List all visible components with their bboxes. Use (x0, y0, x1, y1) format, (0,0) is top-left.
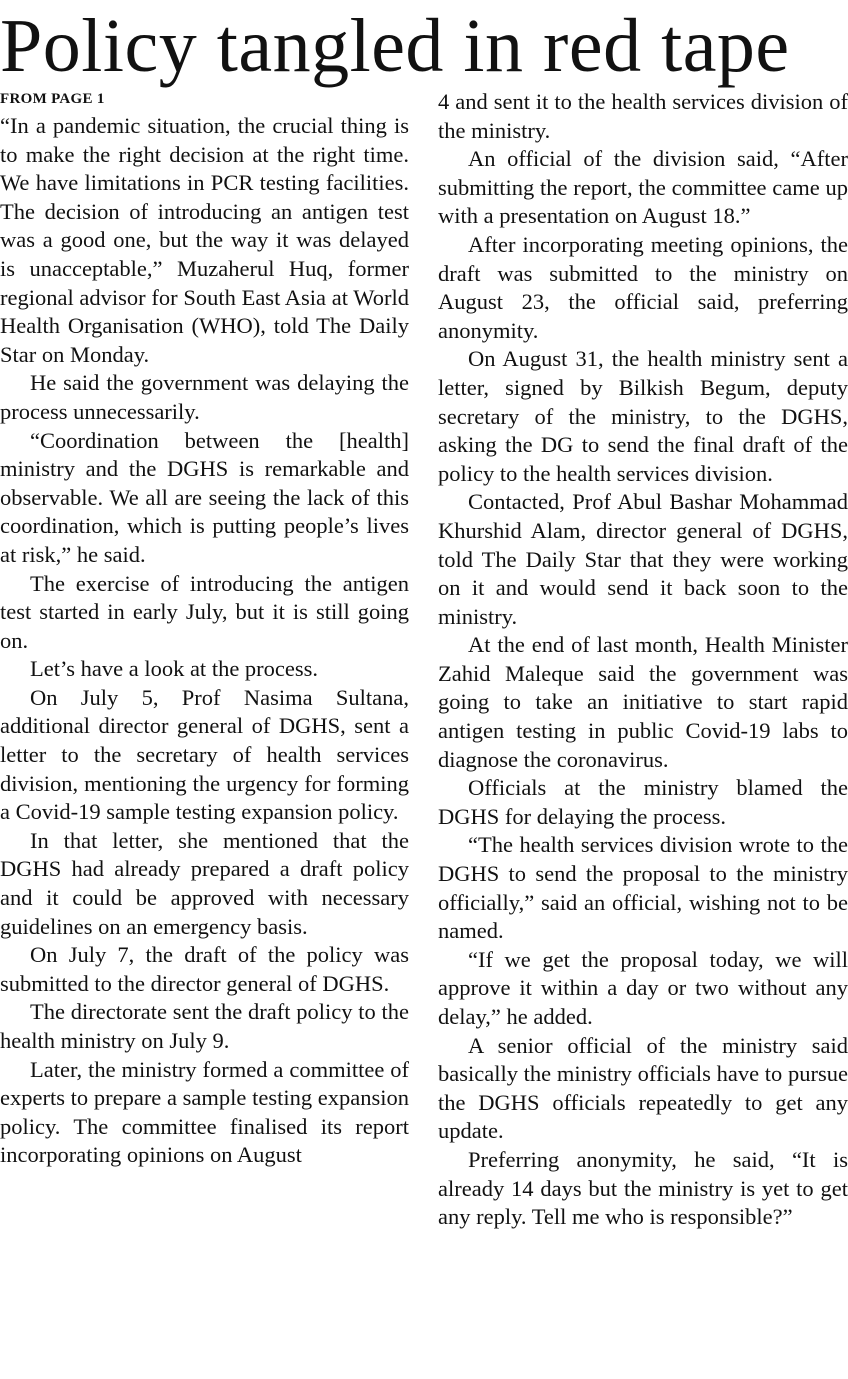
paragraph: Preferring anonymity, he said, “It is already 14 days but the ministry is yet to get any reply. Tell me who is responsible?” (438, 1146, 848, 1230)
paragraph: “Coordination between the [health] ministry and the DGHS is remarkable and observable. We all are seeing the lack of this coordination, which is putting people’s lives at risk,” he said. (0, 427, 409, 567)
paragraph: In that letter, she mentioned that the DGHS had already prepared a draft policy and it could be approved with necessary guidelines on an emergency basis. (0, 827, 409, 939)
left-column (0, 112, 409, 1170)
headline: Policy tangled in red tape (0, 4, 790, 88)
paragraph: After incorporating meeting opinions, the draft was submitted to the ministry on August 23, the official said, preferring anonymity. (438, 231, 848, 343)
paragraph: The exercise of introducing the antigen test started in early July, but it is still going on. (0, 570, 409, 653)
paragraph: On August 31, the health ministry sent a letter, signed by Bilkish Begum, deputy secretary of the ministry, to the DGHS, asking the DG to send the final draft of the policy to the health services division. (438, 346, 848, 486)
paragraph: Later, the ministry formed a committee of experts to prepare a sample testing expansion policy. The committee finalised its report incorporating opinions on August (0, 1056, 409, 1168)
paragraph: On July 5, Prof Nasima Sultana, additional director general of DGHS, sent a letter to the secretary of health services division, mentioning the urgency for forming a Covid-19 sample testing expansion policy. (0, 684, 409, 825)
paragraph: The directorate sent the draft policy to the health ministry on July 9. (0, 999, 409, 1053)
paragraph: On July 7, the draft of the policy was submitted to the director general of DGHS. (0, 942, 409, 996)
paragraph: Officials at the ministry blamed the DGHS for delaying the process. (438, 775, 848, 829)
paragraph: 4 and sent it to the health services division of the ministry. (438, 89, 848, 143)
paragraph: “The health services division wrote to the DGHS to send the proposal to the ministry officially,” said an official, wishing not to be named. (438, 832, 848, 944)
paragraph: Let’s have a look at the process. (30, 656, 319, 682)
paragraph: An official of the division said, “After submitting the report, the committee came up with a presentation on August 18.” (438, 146, 848, 229)
paragraph: “In a pandemic situation, the crucial thing is to make the right decision at the right time. We have limitations in PCR testing facilities. The decision of introducing an antigen test was a good one, but the way it was delayed is unacceptable,” Muzaherul Huq, former regional advisor for South East Asia at World Health Organisation (WHO), told The Daily Star on Monday. (0, 113, 409, 367)
paragraph: At the end of last month, Health Minister Zahid Maleque said the government was going to take an initiative to start rapid antigen testing in public Covid-19 labs to diagnose the coronavirus. (438, 632, 848, 772)
jump-line: FROM PAGE 1 (0, 91, 105, 107)
paragraph: “If we get the proposal today, we will approve it within a day or two without any delay,” he added. (438, 946, 848, 1029)
right-column (438, 88, 848, 1232)
paragraph: He said the government was delaying the process unnecessarily. (0, 370, 409, 424)
paragraph: Contacted, Prof Abul Bashar Mohammad Khurshid Alam, director general of DGHS, told The Daily Star that they were working on it and would send it back soon to the ministry. (438, 489, 848, 629)
paragraph: A senior official of the ministry said basically the ministry officials have to pursue the DGHS officials repeatedly to get any update. (438, 1032, 848, 1144)
